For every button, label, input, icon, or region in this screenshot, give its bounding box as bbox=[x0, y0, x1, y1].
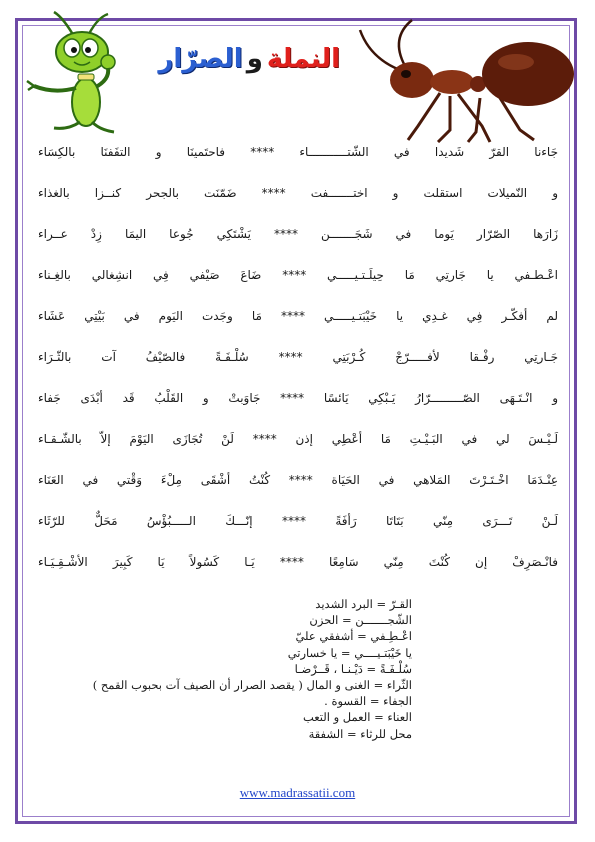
title-word-cricket: الصرّار bbox=[158, 44, 243, 74]
glossary-entry: القـرّ = البرد الشديد bbox=[315, 597, 412, 611]
glossary-entry: سُلْـفَـةً = دَيْـنـا ، قَــرْضـا bbox=[294, 661, 412, 676]
poem-verse: و النّميلات استقلت و اختـــــــفت **** ضَمّنَت بالجحر كنــزا بالغذاء bbox=[38, 186, 558, 200]
glossary-entry: الشّجـــــــن = الحزن bbox=[309, 613, 412, 628]
poem-verse: لم أفكّـر فِي غـدِي يا خَيْبَتـيـــــي **** مَا وجَدت اليَوم في بَيْتِي عَشَاء bbox=[38, 309, 558, 323]
poem-verse: جَاءنا القرّ شَديدا في الشّتـــــــــــاء **** فاحتَمينَا و التفَفنَا بالكِسَاء bbox=[38, 145, 558, 159]
website-link[interactable]: www.madrassatii.com bbox=[239, 785, 356, 800]
poem-verse: عِنْـدَمَا اخْـتَـرْتَ المَلاهي في الحَيَاة **** كُنْتُ أشْقَى مِلْءَ وَقْتي في العَنَاء bbox=[38, 473, 558, 487]
ant-illustration bbox=[330, 18, 585, 143]
vocabulary-glossary bbox=[60, 596, 412, 742]
poem-verse: زَارَها الصّرّار يَوما في شَجَـــــــن **** يَشْتَكِي جُوعا اليمَا زِدْ عــراء bbox=[38, 227, 558, 241]
poem-verse: و انْـتَـهَى الصّـــــــــرّارُ يَـبْكِي يَائسًا **** جَاوَبتْ و القَلْبُ قَد أبْدَى جَفاء bbox=[38, 391, 558, 405]
glossary-entry: محل للرثاء = الشفقة bbox=[308, 726, 412, 741]
cricket-illustration bbox=[24, 10, 139, 135]
poem-verse: جَـارتِي رفْـقا لأفـــــرّجْ كُـرْبَتِي **** سُلْـفَـةً فالصّيْفُ آت بالثّـرَاء bbox=[38, 350, 558, 364]
title-word-ant: النملة bbox=[266, 44, 340, 74]
glossary-entry: الثّراء = الغنى و المال ( يقصد الصرار أن الصيف آت بحبوب القمح ) bbox=[92, 677, 412, 692]
title-conjunction: و bbox=[246, 44, 263, 74]
glossary-entry: يا خَيْبَتـيــــي = يا خسارتي bbox=[287, 645, 412, 660]
poem-verse: لَـنْ تَـــرَى مِنّي بَتَاتَا رَأفَةً **** إنّـــكَ الـــــبُؤْسُ مَحَلٌّ للرّثَاء bbox=[38, 514, 558, 528]
glossary-entry: الجفاء = القسوة . bbox=[324, 694, 412, 709]
poem-verse: اعْـطـفي يا جَارتِي مَا حِيلَـتـيـــــي **** ضَاعَ صَيْفي فِي انشِغالي بالغِـناء bbox=[38, 268, 558, 282]
page-title bbox=[158, 44, 340, 74]
glossary-entry: اعْـطِـفي = أشفقي عليّ bbox=[295, 629, 412, 644]
poem-body bbox=[34, 132, 562, 583]
glossary-entry: العناء = العمل و التعب bbox=[302, 710, 412, 725]
poem-verse: فانْـصَرِفْ إن كُنْتَ مِنّي سَامِعًا **** يَـا كَسُولاً يَا كَبِيرَ الأشْـقِـيَـاء bbox=[38, 555, 558, 569]
poem-verse: لَـيْـسَ لي في البَـيْـتِ مَا أعْطِي إذن **** لَنْ تُجَازَى اليَوْمَ إلاّ بالشّـقـاء bbox=[38, 432, 558, 446]
